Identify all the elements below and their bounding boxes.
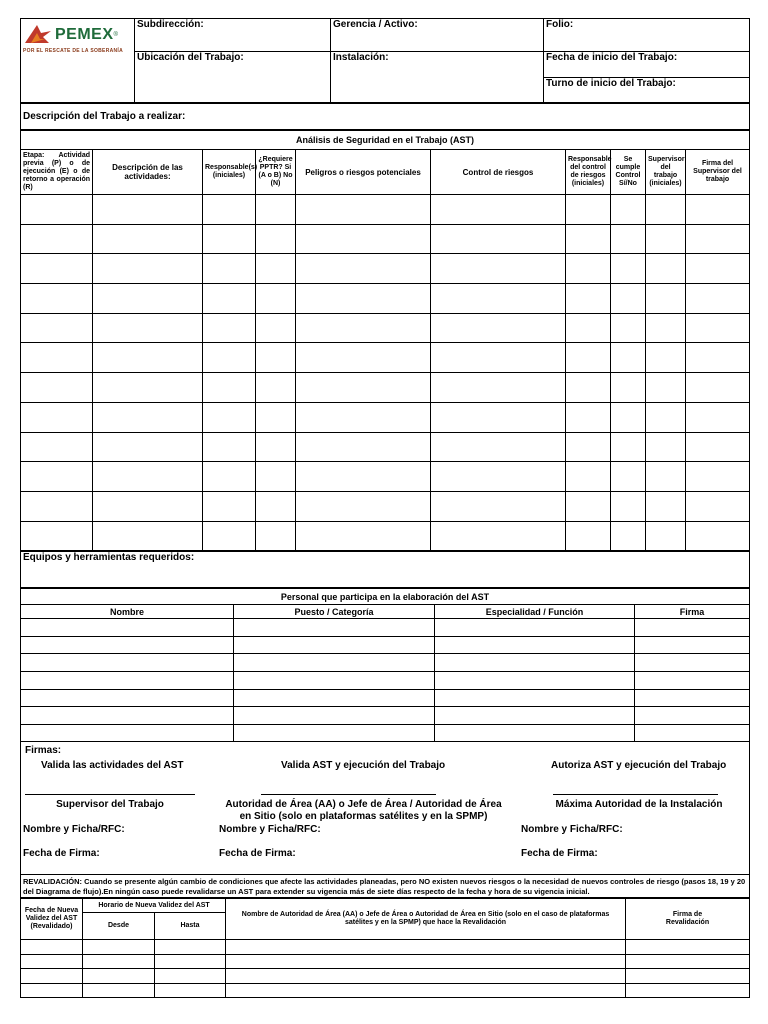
col-control: Control de riesgos xyxy=(431,150,566,195)
logo-cell xyxy=(21,19,135,103)
empty-cell[interactable] xyxy=(566,402,611,432)
supervisor-label: Supervisor del Trabajo xyxy=(56,799,164,811)
empty-cell[interactable] xyxy=(431,491,566,521)
empty-cell[interactable] xyxy=(155,969,226,984)
empty-cell[interactable] xyxy=(21,343,93,373)
col-firma-revalidacion: Firma de Revalidación xyxy=(626,899,750,940)
empty-cell[interactable] xyxy=(83,983,155,998)
empty-cell[interactable] xyxy=(234,724,435,742)
empty-cell[interactable] xyxy=(21,724,234,742)
autoridad-area-label: Autoridad de Área (AA) o Jefe de Área / Autoridad de Área en Sitio (solo en plataformas satélites y en la SPMP) xyxy=(225,799,502,823)
empty-cell[interactable] xyxy=(203,462,256,492)
empty-cell[interactable] xyxy=(93,313,203,343)
empty-cell[interactable] xyxy=(234,689,435,707)
empty-cell[interactable] xyxy=(635,654,750,672)
revalidacion-text xyxy=(20,875,750,898)
empty-cell[interactable] xyxy=(21,462,93,492)
valida-ejecucion-label: Valida AST y ejecución del Trabajo xyxy=(281,760,446,772)
empty-cell[interactable] xyxy=(93,491,203,521)
empty-cell[interactable] xyxy=(611,462,646,492)
empty-cell[interactable] xyxy=(93,254,203,284)
empty-cell[interactable] xyxy=(256,284,296,314)
empty-cell[interactable] xyxy=(203,254,256,284)
empty-cell[interactable] xyxy=(566,224,611,254)
empty-cell[interactable] xyxy=(21,654,234,672)
empty-cell[interactable] xyxy=(256,462,296,492)
empty-cell[interactable] xyxy=(646,491,686,521)
col-firma-supervisor: Firma del Supervisor del trabajo xyxy=(686,150,750,195)
empty-cell[interactable] xyxy=(611,343,646,373)
empty-cell[interactable] xyxy=(203,432,256,462)
empty-cell[interactable] xyxy=(21,521,93,551)
empty-cell[interactable] xyxy=(626,940,750,955)
empty-cell[interactable] xyxy=(646,402,686,432)
empty-cell[interactable] xyxy=(203,373,256,403)
empty-cell[interactable] xyxy=(203,521,256,551)
ast-form xyxy=(20,18,750,998)
empty-cell[interactable] xyxy=(686,195,750,225)
empty-cell[interactable] xyxy=(611,313,646,343)
ast-title: Análisis de Seguridad en el Trabajo (AST) xyxy=(21,131,750,150)
logo-name: PEMEX xyxy=(55,26,114,43)
nombre-ficha-2[interactable]: Nombre y Ficha/RFC: xyxy=(219,824,321,836)
empty-cell[interactable] xyxy=(566,432,611,462)
empty-cell[interactable] xyxy=(234,636,435,654)
col-responsable: Responsable(s) (iniciales) xyxy=(203,150,256,195)
empty-cell[interactable] xyxy=(635,636,750,654)
empty-cell[interactable] xyxy=(431,284,566,314)
empty-cell[interactable] xyxy=(611,284,646,314)
empty-cell[interactable] xyxy=(686,521,750,551)
empty-cell[interactable] xyxy=(256,402,296,432)
empty-cell[interactable] xyxy=(566,343,611,373)
empty-cell[interactable] xyxy=(226,983,626,998)
table-row xyxy=(21,432,750,462)
table-row xyxy=(21,402,750,432)
empty-cell[interactable] xyxy=(21,432,93,462)
empty-cell[interactable] xyxy=(611,254,646,284)
ast-table xyxy=(20,130,750,551)
revalidacion-rows xyxy=(21,940,750,998)
empty-cell[interactable] xyxy=(566,254,611,284)
empty-cell[interactable] xyxy=(21,940,83,955)
empty-cell[interactable] xyxy=(566,284,611,314)
empty-cell[interactable] xyxy=(296,432,431,462)
empty-cell[interactable] xyxy=(234,707,435,725)
empty-cell[interactable] xyxy=(256,313,296,343)
empty-cell[interactable] xyxy=(296,284,431,314)
logo-registered-mark: ® xyxy=(113,32,118,38)
pemex-logo xyxy=(23,19,132,54)
empty-cell[interactable] xyxy=(686,491,750,521)
empty-cell[interactable] xyxy=(256,343,296,373)
empty-cell[interactable] xyxy=(635,619,750,637)
table-row xyxy=(21,672,750,690)
empty-cell[interactable] xyxy=(296,521,431,551)
empty-cell[interactable] xyxy=(203,224,256,254)
personal-rows xyxy=(21,619,750,742)
empty-cell[interactable] xyxy=(431,343,566,373)
empty-cell[interactable] xyxy=(431,195,566,225)
empty-cell[interactable] xyxy=(203,402,256,432)
empty-cell[interactable] xyxy=(93,224,203,254)
empty-cell[interactable] xyxy=(83,940,155,955)
table-row xyxy=(21,491,750,521)
empty-cell[interactable] xyxy=(431,224,566,254)
empty-cell[interactable] xyxy=(435,707,635,725)
col-supervisor: Supervisor del trabajo (iniciales) xyxy=(646,150,686,195)
empty-cell[interactable] xyxy=(21,224,93,254)
empty-cell[interactable] xyxy=(93,195,203,225)
col-se-cumple: Se cumple Control Sí/No xyxy=(611,150,646,195)
empty-cell[interactable] xyxy=(686,313,750,343)
empty-cell[interactable] xyxy=(646,254,686,284)
empty-cell[interactable] xyxy=(435,636,635,654)
fecha-firma-1[interactable]: Fecha de Firma: xyxy=(23,848,100,860)
empty-cell[interactable] xyxy=(234,654,435,672)
empty-cell[interactable] xyxy=(296,402,431,432)
gerencia-field[interactable]: Gerencia / Activo: xyxy=(331,19,544,52)
valida-actividades-label: Valida las actividades del AST xyxy=(41,760,184,772)
empty-cell[interactable] xyxy=(626,983,750,998)
turno-inicio-field[interactable]: Turno de inicio del Trabajo: xyxy=(546,78,676,89)
empty-cell[interactable] xyxy=(646,373,686,403)
empty-cell[interactable] xyxy=(21,491,93,521)
table-row xyxy=(21,969,750,984)
empty-cell[interactable] xyxy=(611,521,646,551)
empty-cell[interactable] xyxy=(21,672,234,690)
empty-cell[interactable] xyxy=(435,672,635,690)
col-puesto: Puesto / Categoría xyxy=(234,605,435,619)
empty-cell[interactable] xyxy=(21,402,93,432)
table-row xyxy=(21,224,750,254)
col-horario: Horario de Nueva Validez del AST xyxy=(83,899,226,913)
empty-cell[interactable] xyxy=(21,969,83,984)
empty-cell[interactable] xyxy=(93,343,203,373)
empty-cell[interactable] xyxy=(256,224,296,254)
empty-cell[interactable] xyxy=(435,619,635,637)
col-hasta: Hasta xyxy=(155,913,226,940)
table-row xyxy=(21,343,750,373)
nombre-ficha-1[interactable]: Nombre y Ficha/RFC: xyxy=(23,824,125,836)
personal-title: Personal que participa en la elaboración del AST xyxy=(21,589,750,605)
empty-cell[interactable] xyxy=(646,432,686,462)
empty-cell[interactable] xyxy=(646,313,686,343)
empty-cell[interactable] xyxy=(431,521,566,551)
empty-cell[interactable] xyxy=(686,284,750,314)
table-row xyxy=(21,689,750,707)
empty-cell[interactable] xyxy=(203,343,256,373)
nombre-ficha-3[interactable]: Nombre y Ficha/RFC: xyxy=(521,824,623,836)
revalidacion-label: REVALIDACIÓN: xyxy=(23,877,83,887)
table-row xyxy=(21,724,750,742)
empty-cell[interactable] xyxy=(21,619,234,637)
empty-cell[interactable] xyxy=(431,432,566,462)
empty-cell[interactable] xyxy=(566,195,611,225)
empty-cell[interactable] xyxy=(646,521,686,551)
empty-cell[interactable] xyxy=(296,313,431,343)
empty-cell[interactable] xyxy=(203,313,256,343)
col-desde: Desde xyxy=(83,913,155,940)
empty-cell[interactable] xyxy=(203,195,256,225)
empty-cell[interactable] xyxy=(646,284,686,314)
empty-cell[interactable] xyxy=(646,224,686,254)
col-pptr: ¿Requiere PPTR? Si (A o B) No (N) xyxy=(256,150,296,195)
empty-cell[interactable] xyxy=(155,940,226,955)
empty-cell[interactable] xyxy=(21,636,234,654)
empty-cell[interactable] xyxy=(226,954,626,969)
empty-cell[interactable] xyxy=(611,402,646,432)
empty-cell[interactable] xyxy=(431,402,566,432)
empty-cell[interactable] xyxy=(93,432,203,462)
descripcion-table xyxy=(20,103,750,130)
fecha-turno-cell xyxy=(544,52,750,103)
empty-cell[interactable] xyxy=(686,402,750,432)
empty-cell[interactable] xyxy=(686,224,750,254)
empty-cell[interactable] xyxy=(431,373,566,403)
revalidacion-body: Cuando se presente algún cambio de condiciones que afecte las actividades planeadas, pero NO existen nuevos riesgos o la necesidad de nuevos controles de riesgo (pasos 18, 19 y 20 del Diagrama de flujo).En ningún caso puede revalidarse un AST para extender su vigencia más de siete días respecto de la fecha y hora de su vigencia inicial. xyxy=(23,877,746,897)
empty-cell[interactable] xyxy=(203,491,256,521)
col-firma: Firma xyxy=(635,605,750,619)
empty-cell[interactable] xyxy=(431,313,566,343)
pemex-eagle-icon xyxy=(23,23,53,47)
empty-cell[interactable] xyxy=(646,462,686,492)
col-responsable-control: Responsable del control de riesgos (iniciales) xyxy=(566,150,611,195)
empty-cell[interactable] xyxy=(566,491,611,521)
empty-cell[interactable] xyxy=(611,224,646,254)
empty-cell[interactable] xyxy=(611,373,646,403)
fecha-inicio-field[interactable]: Fecha de inicio del Trabajo: xyxy=(544,52,749,78)
empty-cell[interactable] xyxy=(566,462,611,492)
empty-cell[interactable] xyxy=(21,689,234,707)
empty-cell[interactable] xyxy=(611,432,646,462)
empty-cell[interactable] xyxy=(226,940,626,955)
empty-cell[interactable] xyxy=(93,373,203,403)
table-row xyxy=(21,195,750,225)
empty-cell[interactable] xyxy=(256,521,296,551)
empty-cell[interactable] xyxy=(431,254,566,284)
empty-cell[interactable] xyxy=(611,491,646,521)
empty-cell[interactable] xyxy=(686,432,750,462)
empty-cell[interactable] xyxy=(566,313,611,343)
empty-cell[interactable] xyxy=(21,373,93,403)
empty-cell[interactable] xyxy=(256,491,296,521)
col-peligros: Peligros o riesgos potenciales xyxy=(296,150,431,195)
empty-cell[interactable] xyxy=(686,462,750,492)
empty-cell[interactable] xyxy=(686,254,750,284)
table-row xyxy=(21,619,750,637)
empty-cell[interactable] xyxy=(234,619,435,637)
table-row xyxy=(21,254,750,284)
fecha-firma-3[interactable]: Fecha de Firma: xyxy=(521,848,598,860)
empty-cell[interactable] xyxy=(256,195,296,225)
firmas-section xyxy=(20,742,750,875)
empty-cell[interactable] xyxy=(686,343,750,373)
maxima-autoridad-signature-line[interactable] xyxy=(553,794,718,795)
empty-cell[interactable] xyxy=(93,284,203,314)
col-nombre-autoridad: Nombre de Autoridad de Área (AA) o Jefe de Área o Autoridad de Área en Sitio (solo en el caso de plataformas satélites y en la SPMP) que hace la Revalidación xyxy=(226,899,626,940)
empty-cell[interactable] xyxy=(21,983,83,998)
autoriza-label: Autoriza AST y ejecución del Trabajo xyxy=(551,760,727,772)
ast-header-row xyxy=(21,150,750,195)
empty-cell[interactable] xyxy=(296,195,431,225)
col-fecha-validez: Fecha de Nueva Validez del AST (Revalidado) xyxy=(21,899,83,940)
empty-cell[interactable] xyxy=(21,284,93,314)
empty-cell[interactable] xyxy=(296,224,431,254)
table-row xyxy=(21,313,750,343)
empty-cell[interactable] xyxy=(296,254,431,284)
empty-cell[interactable] xyxy=(21,195,93,225)
autoridad-signature-line[interactable] xyxy=(261,794,436,795)
table-row xyxy=(21,940,750,955)
empty-cell[interactable] xyxy=(686,373,750,403)
empty-cell[interactable] xyxy=(611,195,646,225)
empty-cell[interactable] xyxy=(566,521,611,551)
empty-cell[interactable] xyxy=(635,707,750,725)
empty-cell[interactable] xyxy=(635,672,750,690)
equipos-field[interactable]: Equipos y herramientas requeridos: xyxy=(21,552,750,588)
empty-cell[interactable] xyxy=(296,491,431,521)
empty-cell[interactable] xyxy=(93,462,203,492)
empty-cell[interactable] xyxy=(626,954,750,969)
empty-cell[interactable] xyxy=(226,969,626,984)
supervisor-signature-line[interactable] xyxy=(25,794,195,795)
empty-cell[interactable] xyxy=(566,373,611,403)
empty-cell[interactable] xyxy=(83,954,155,969)
subdireccion-field[interactable]: Subdirección: xyxy=(135,19,331,52)
maxima-autoridad-label: Máxima Autoridad de la Instalación xyxy=(555,799,723,811)
col-etapa: Etapa: Actividad previa (P) o de ejecución (E) o de retorno a operación (R) xyxy=(21,150,93,195)
table-row xyxy=(21,284,750,314)
table-row xyxy=(21,654,750,672)
firmas-label: Firmas: xyxy=(25,745,62,757)
ubicacion-field[interactable]: Ubicación del Trabajo: xyxy=(135,52,331,103)
empty-cell[interactable] xyxy=(21,707,234,725)
empty-cell[interactable] xyxy=(93,521,203,551)
ast-rows xyxy=(21,195,750,551)
empty-cell[interactable] xyxy=(256,254,296,284)
empty-cell[interactable] xyxy=(234,672,435,690)
empty-cell[interactable] xyxy=(256,432,296,462)
logo-tagline: POR EL RESCATE DE LA SOBERANÍA xyxy=(23,48,124,54)
col-nombre: Nombre xyxy=(21,605,234,619)
empty-cell[interactable] xyxy=(83,969,155,984)
empty-cell[interactable] xyxy=(646,195,686,225)
empty-cell[interactable] xyxy=(203,284,256,314)
empty-cell[interactable] xyxy=(155,954,226,969)
empty-cell[interactable] xyxy=(431,462,566,492)
col-especialidad: Especialidad / Función xyxy=(435,605,635,619)
table-row xyxy=(21,521,750,551)
empty-cell[interactable] xyxy=(435,724,635,742)
empty-cell[interactable] xyxy=(296,373,431,403)
empty-cell[interactable] xyxy=(635,724,750,742)
table-row xyxy=(21,636,750,654)
table-row xyxy=(21,954,750,969)
table-row xyxy=(21,373,750,403)
empty-cell[interactable] xyxy=(435,689,635,707)
empty-cell[interactable] xyxy=(296,462,431,492)
empty-cell[interactable] xyxy=(435,654,635,672)
empty-cell[interactable] xyxy=(646,343,686,373)
empty-cell[interactable] xyxy=(93,402,203,432)
empty-cell[interactable] xyxy=(296,343,431,373)
equipos-table xyxy=(20,551,750,588)
col-descripcion: Descripción de las actividades: xyxy=(93,150,203,195)
descripcion-field[interactable]: Descripción del Trabajo a realizar: xyxy=(21,104,750,130)
empty-cell[interactable] xyxy=(21,313,93,343)
table-row xyxy=(21,707,750,725)
fecha-firma-2[interactable]: Fecha de Firma: xyxy=(219,848,296,860)
instalacion-field[interactable]: Instalación: xyxy=(331,52,544,103)
revalidacion-table xyxy=(20,898,750,998)
empty-cell[interactable] xyxy=(155,983,226,998)
table-row xyxy=(21,983,750,998)
empty-cell[interactable] xyxy=(21,954,83,969)
empty-cell[interactable] xyxy=(635,689,750,707)
table-row xyxy=(21,462,750,492)
empty-cell[interactable] xyxy=(256,373,296,403)
empty-cell[interactable] xyxy=(21,254,93,284)
personal-table xyxy=(20,588,750,742)
folio-field[interactable]: Folio: xyxy=(544,19,750,52)
empty-cell[interactable] xyxy=(626,969,750,984)
header-table xyxy=(20,18,750,103)
